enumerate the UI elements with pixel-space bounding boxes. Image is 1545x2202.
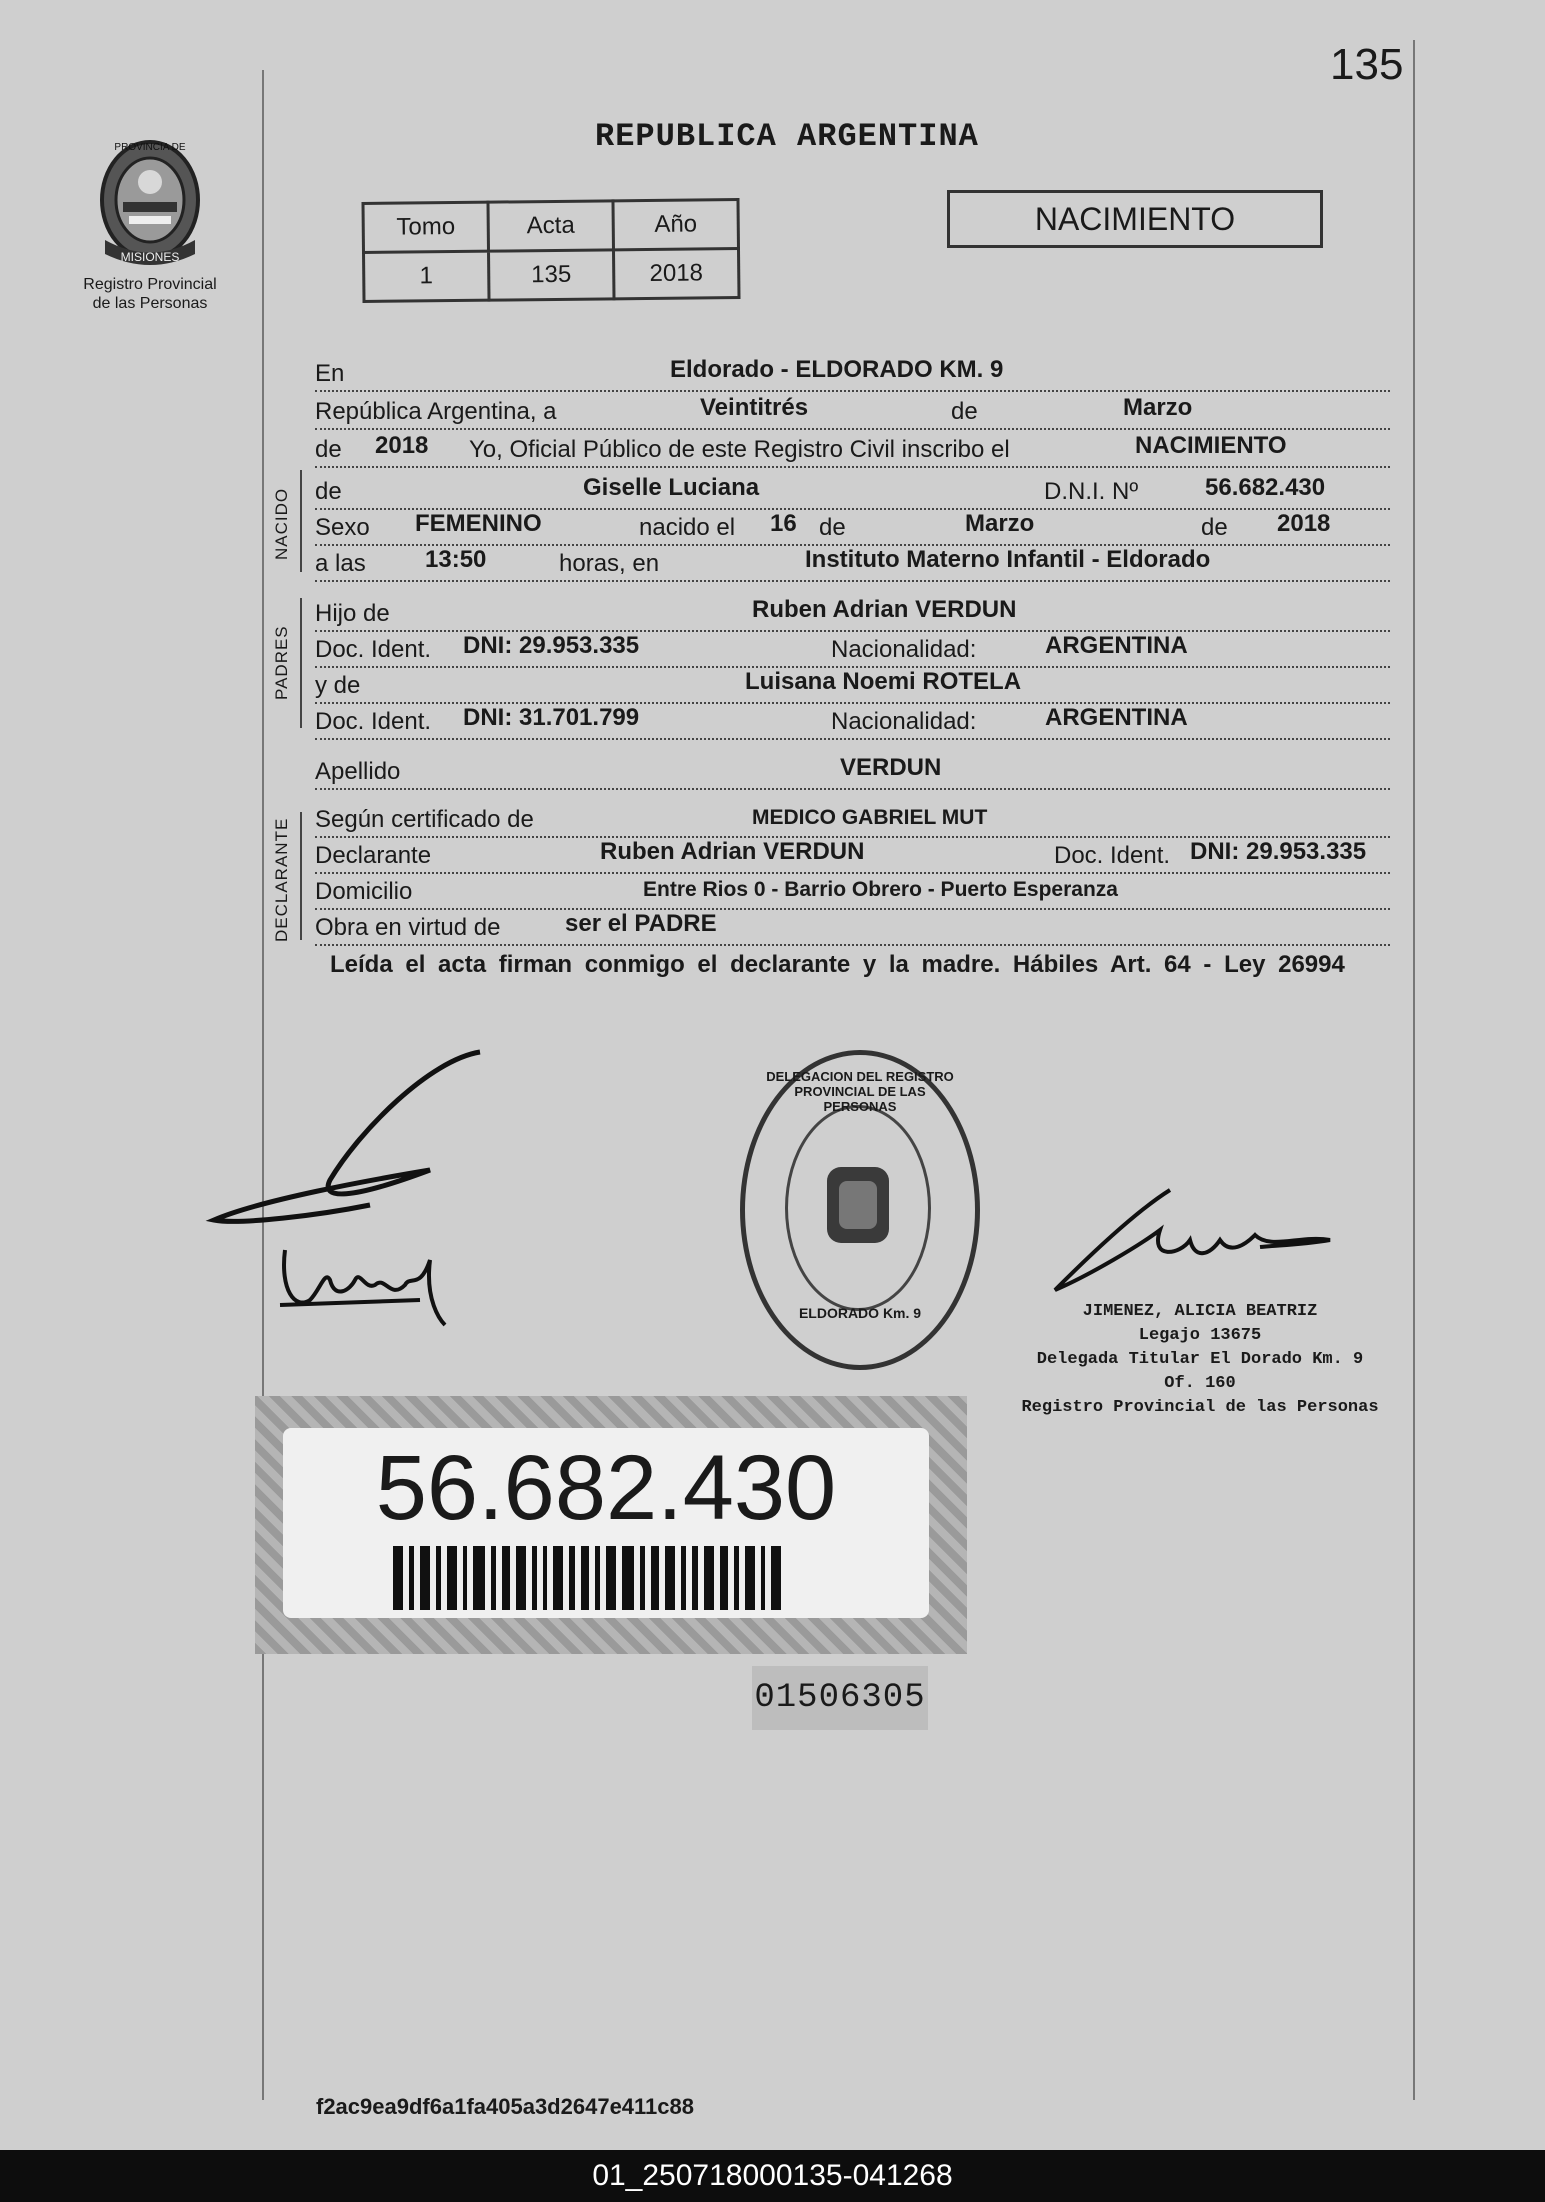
id-barcode [393, 1546, 781, 1610]
barcode-bar [640, 1546, 645, 1610]
label-yo-oficial: Yo, Oficial Público de este Registro Civil inscribo el [465, 436, 1014, 464]
value-nacido-mes: Marzo [965, 510, 1035, 537]
label-obra-en-virtud: Obra en virtud de [315, 914, 504, 942]
barcode-bar [692, 1546, 698, 1610]
page-number: 135 [1330, 40, 1404, 89]
logo-text-top: PROVINCIA DE [114, 142, 186, 153]
barcode-bar [720, 1546, 728, 1610]
serial-number: 01506305 [752, 1666, 928, 1730]
value-sexo: FEMENINO [415, 510, 542, 537]
padres-bar [300, 598, 302, 728]
barcode-bar [543, 1546, 547, 1610]
value-acto: NACIMIENTO [1135, 432, 1287, 459]
right-margin-line [1413, 40, 1415, 2100]
barcode-bar [606, 1546, 616, 1610]
value-lugar-nacimiento: Instituto Materno Infantil - Eldorado [805, 546, 1211, 573]
label-republica: República Argentina, a [315, 398, 561, 426]
value-dni: 56.682.430 [1205, 474, 1326, 501]
official-signature [1030, 1185, 1360, 1305]
province-crest-icon [85, 130, 215, 270]
barcode-bar [665, 1546, 675, 1610]
label-de-anio2: de [1197, 514, 1232, 542]
label-de-anio: de [315, 436, 346, 464]
barcode-bar [569, 1546, 575, 1610]
official-title: Delegada Titular El Dorado Km. 9 Of. 160 [1036, 1350, 1364, 1393]
header-anio: Año [613, 200, 739, 250]
value-anio: 2018 [613, 249, 739, 299]
label-sexo: Sexo [315, 514, 374, 542]
line-apellido [315, 748, 1390, 790]
barcode-bar [409, 1546, 414, 1610]
barcode-bar [581, 1546, 589, 1610]
record-table [361, 198, 740, 303]
line-madre-doc [315, 698, 1390, 740]
value-padre-doc: DNI: 29.953.335 [463, 632, 640, 659]
value-anio: 2018 [375, 432, 429, 459]
line-hora [315, 540, 1390, 582]
barcode-bar [463, 1546, 467, 1610]
official-info [1020, 1300, 1380, 1420]
label-doc-ident: Doc. Ident. [315, 636, 435, 664]
label-domicilio: Domicilio [315, 878, 416, 906]
mother-signature [270, 1230, 470, 1340]
value-nacido-dia: 16 [770, 510, 797, 537]
value-madre: Luisana Noemi ROTELA [745, 668, 1022, 695]
value-nombre: Giselle Luciana [583, 474, 760, 501]
barcode-bar [734, 1546, 739, 1610]
declarante-bar [300, 812, 302, 940]
stamp-crest-icon [823, 1163, 893, 1247]
nacido-bar [300, 470, 302, 572]
header-acta: Acta [488, 201, 614, 251]
section-padres: PADRES [272, 625, 291, 700]
value-mes: Marzo [1123, 394, 1193, 421]
value-declarante-doc: DNI: 29.953.335 [1190, 838, 1367, 865]
label-nacionalidad: Nacionalidad: [827, 636, 980, 664]
id-number: 56.682.430 [375, 1437, 837, 1539]
section-nacido: NACIDO [272, 487, 291, 560]
barcode-bar [502, 1546, 510, 1610]
section-declarante: DECLARANTE [272, 817, 291, 942]
line-en-virtud [315, 904, 1390, 946]
barcode-bar [681, 1546, 686, 1610]
barcode-bar [447, 1546, 457, 1610]
label-apellido: Apellido [315, 758, 404, 786]
label-segun-certificado: Según certificado de [315, 806, 538, 834]
value-padre: Ruben Adrian VERDUN [752, 596, 1017, 623]
label-dni: D.N.I. Nº [1040, 478, 1142, 506]
record-type-box: NACIMIENTO [947, 190, 1323, 248]
label-hijo-de: Hijo de [315, 600, 394, 628]
label-a-las: a las [315, 550, 370, 578]
value-dia-texto: Veintitrés [700, 394, 809, 421]
label-de-nombre: de [315, 478, 346, 506]
barcode-bar [516, 1546, 526, 1610]
barcode-bar [622, 1546, 634, 1610]
footer-bar: 01_250718000135-041268 [0, 2150, 1545, 2202]
value-nacido-anio: 2018 [1277, 510, 1331, 537]
id-number-panel [283, 1428, 929, 1618]
barcode-bar [436, 1546, 441, 1610]
value-tomo: 1 [364, 251, 490, 301]
value-certificado: MEDICO GABRIEL MUT [752, 806, 988, 829]
value-apellido: VERDUN [840, 754, 942, 781]
official-stamp [740, 1050, 980, 1370]
barcode-bar [761, 1546, 765, 1610]
document-hash: f2ac9ea9df6a1fa405a3d2647e411c88 [316, 2094, 694, 2119]
declarant-signature [200, 1040, 500, 1240]
official-legajo: Legajo 13675 [1138, 1326, 1262, 1345]
province-logo [60, 130, 240, 313]
country-title: REPUBLICA ARGENTINA [595, 118, 979, 155]
label-nacionalidad2: Nacionalidad: [827, 708, 980, 736]
closing-notes: Leída el acta firman conmigo el declarante y la madre. Hábiles Art. 64 - Ley 26994 [330, 951, 1345, 978]
official-office: Registro Provincial de las Personas [1021, 1398, 1379, 1417]
barcode-bar [393, 1546, 403, 1610]
label-doc-ident3: Doc. Ident. [1050, 842, 1174, 870]
barcode-bar [491, 1546, 496, 1610]
barcode-bar [420, 1546, 430, 1610]
barcode-bar [651, 1546, 659, 1610]
value-acta: 135 [489, 250, 615, 300]
value-domicilio: Entre Rios 0 - Barrio Obrero - Puerto Esperanza [643, 878, 1118, 901]
value-madre-nacionalidad: ARGENTINA [1045, 704, 1188, 731]
label-en: En [315, 360, 348, 388]
barcode-bar [771, 1546, 781, 1610]
barcode-bar [595, 1546, 600, 1610]
line-lugar [315, 350, 1390, 392]
label-de-dia: de [815, 514, 850, 542]
value-en-virtud: ser el PADRE [565, 910, 717, 937]
barcode-bar [532, 1546, 537, 1610]
barcode-bar [553, 1546, 563, 1610]
barcode-bar [745, 1546, 755, 1610]
line-fecha [315, 388, 1390, 430]
label-de-mes: de [947, 398, 982, 426]
label-nacido-el: nacido el [635, 514, 739, 542]
logo-text-bottom: MISIONES [120, 250, 180, 264]
value-hora: 13:50 [425, 546, 487, 573]
label-horas-en: horas, en [555, 550, 663, 578]
label-y-de: y de [315, 672, 364, 700]
label-doc-ident2: Doc. Ident. [315, 708, 435, 736]
barcode-bar [704, 1546, 714, 1610]
line-acto [315, 426, 1390, 468]
stamp-outer-text: DELEGACION DEL REGISTRO PROVINCIAL DE LAS PERSONAS [766, 1069, 954, 1114]
barcode-bar [473, 1546, 485, 1610]
value-padre-nacionalidad: ARGENTINA [1045, 632, 1188, 659]
value-madre-doc: DNI: 31.701.799 [463, 704, 640, 731]
header-tomo: Tomo [363, 202, 489, 252]
logo-caption-line2: de las Personas [92, 295, 208, 312]
value-declarante: Ruben Adrian VERDUN [600, 838, 865, 865]
stamp-inner-text: ELDORADO Km. 9 [798, 1305, 922, 1321]
logo-caption-line1: Registro Provincial [83, 276, 217, 293]
label-declarante: Declarante [315, 842, 435, 870]
official-name: JIMENEZ, ALICIA BEATRIZ [1082, 1302, 1318, 1321]
value-lugar: Eldorado - ELDORADO KM. 9 [670, 356, 1004, 383]
id-number-card [255, 1396, 967, 1654]
